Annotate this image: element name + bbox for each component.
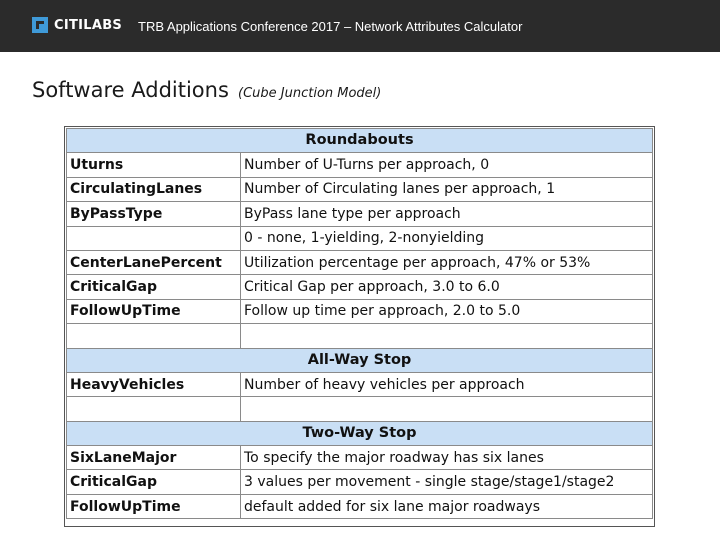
attribute-name: CriticalGap (67, 470, 241, 494)
table-row (67, 372, 653, 396)
table-row (67, 494, 653, 518)
attribute-name (67, 226, 241, 250)
empty-row (67, 324, 653, 348)
attribute-description: ByPass lane type per approach (241, 202, 653, 226)
page-subtitle: (Cube Junction Model) (238, 86, 382, 101)
page-title: Software Additions (32, 78, 229, 102)
table-row (67, 226, 653, 250)
attribute-name: CenterLanePercent (67, 250, 241, 274)
table-row (67, 202, 653, 226)
table-row (67, 275, 653, 299)
attribute-description: 0 - none, 1-yielding, 2-nonyielding (241, 226, 653, 250)
logo-text: CITILABS (54, 17, 123, 33)
attribute-description: 3 values per movement - single stage/stage1/stage2 (241, 470, 653, 494)
section-heading: All-Way Stop (67, 348, 653, 372)
table-row (67, 446, 653, 470)
table-row (67, 299, 653, 323)
attribute-name: ByPassType (67, 202, 241, 226)
attribute-description: To specify the major roadway has six lanes (241, 446, 653, 470)
section-header-two-way-stop (67, 421, 653, 445)
section-header-roundabouts (67, 129, 653, 153)
attribute-name: HeavyVehicles (67, 372, 241, 396)
section-heading: Roundabouts (67, 129, 653, 153)
attribute-name: FollowUpTime (67, 494, 241, 518)
table-row (67, 153, 653, 177)
attribute-name: CriticalGap (67, 275, 241, 299)
attribute-name: FollowUpTime (67, 299, 241, 323)
attribute-name: Uturns (67, 153, 241, 177)
slide-title (32, 78, 381, 102)
attribute-description: Number of heavy vehicles per approach (241, 372, 653, 396)
table-row (67, 470, 653, 494)
citilabs-logo-icon (32, 17, 48, 33)
attribute-description: Number of Circulating lanes per approach, 1 (241, 177, 653, 201)
header-title: TRB Applications Conference 2017 – Network Attributes Calculator (138, 19, 523, 34)
attribute-description: Follow up time per approach, 2.0 to 5.0 (241, 299, 653, 323)
header-bar (0, 0, 720, 52)
attribute-description: Number of U-Turns per approach, 0 (241, 153, 653, 177)
citilabs-logo (32, 17, 122, 33)
table-row (67, 250, 653, 274)
empty-row (67, 397, 653, 421)
table-row (67, 177, 653, 201)
section-heading: Two-Way Stop (67, 421, 653, 445)
attributes-table (66, 128, 653, 519)
attribute-name: CirculatingLanes (67, 177, 241, 201)
section-header-all-way-stop (67, 348, 653, 372)
attribute-description: default added for six lane major roadways (241, 494, 653, 518)
attribute-description: Utilization percentage per approach, 47% or 53% (241, 250, 653, 274)
attribute-name: SixLaneMajor (67, 446, 241, 470)
attribute-description: Critical Gap per approach, 3.0 to 6.0 (241, 275, 653, 299)
